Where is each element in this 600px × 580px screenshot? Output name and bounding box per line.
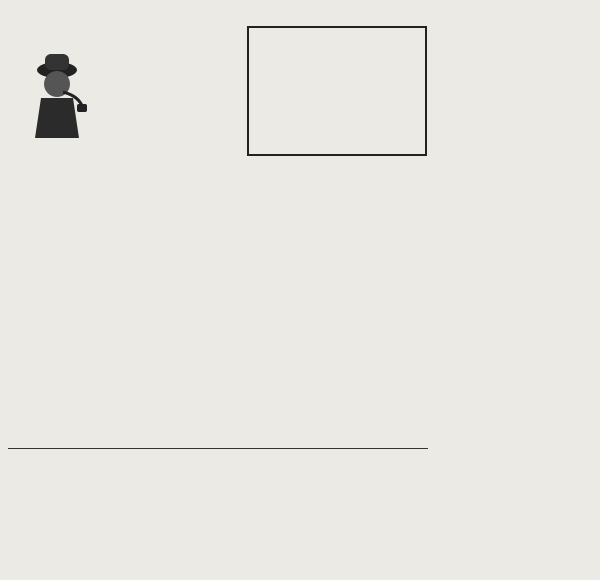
- col1-body: [8, 190, 234, 342]
- col1-bottom: [8, 452, 140, 578]
- col2-body2: [246, 268, 426, 444]
- col2-poem: [156, 512, 288, 578]
- col2-bottom: [146, 452, 288, 512]
- col1-body2: [8, 344, 234, 444]
- col4-mid: [432, 150, 564, 198]
- detective-figure-icon: [27, 46, 93, 138]
- column-logo: [7, 24, 97, 116]
- col3-bottom: [294, 452, 428, 578]
- col4-top: [432, 24, 564, 128]
- section-divider: [8, 448, 428, 449]
- column-title-box: [247, 26, 427, 156]
- col1-intro: [106, 24, 230, 188]
- col2-body: [246, 158, 426, 266]
- col4-poem: [436, 212, 564, 366]
- col4-end: [432, 372, 564, 436]
